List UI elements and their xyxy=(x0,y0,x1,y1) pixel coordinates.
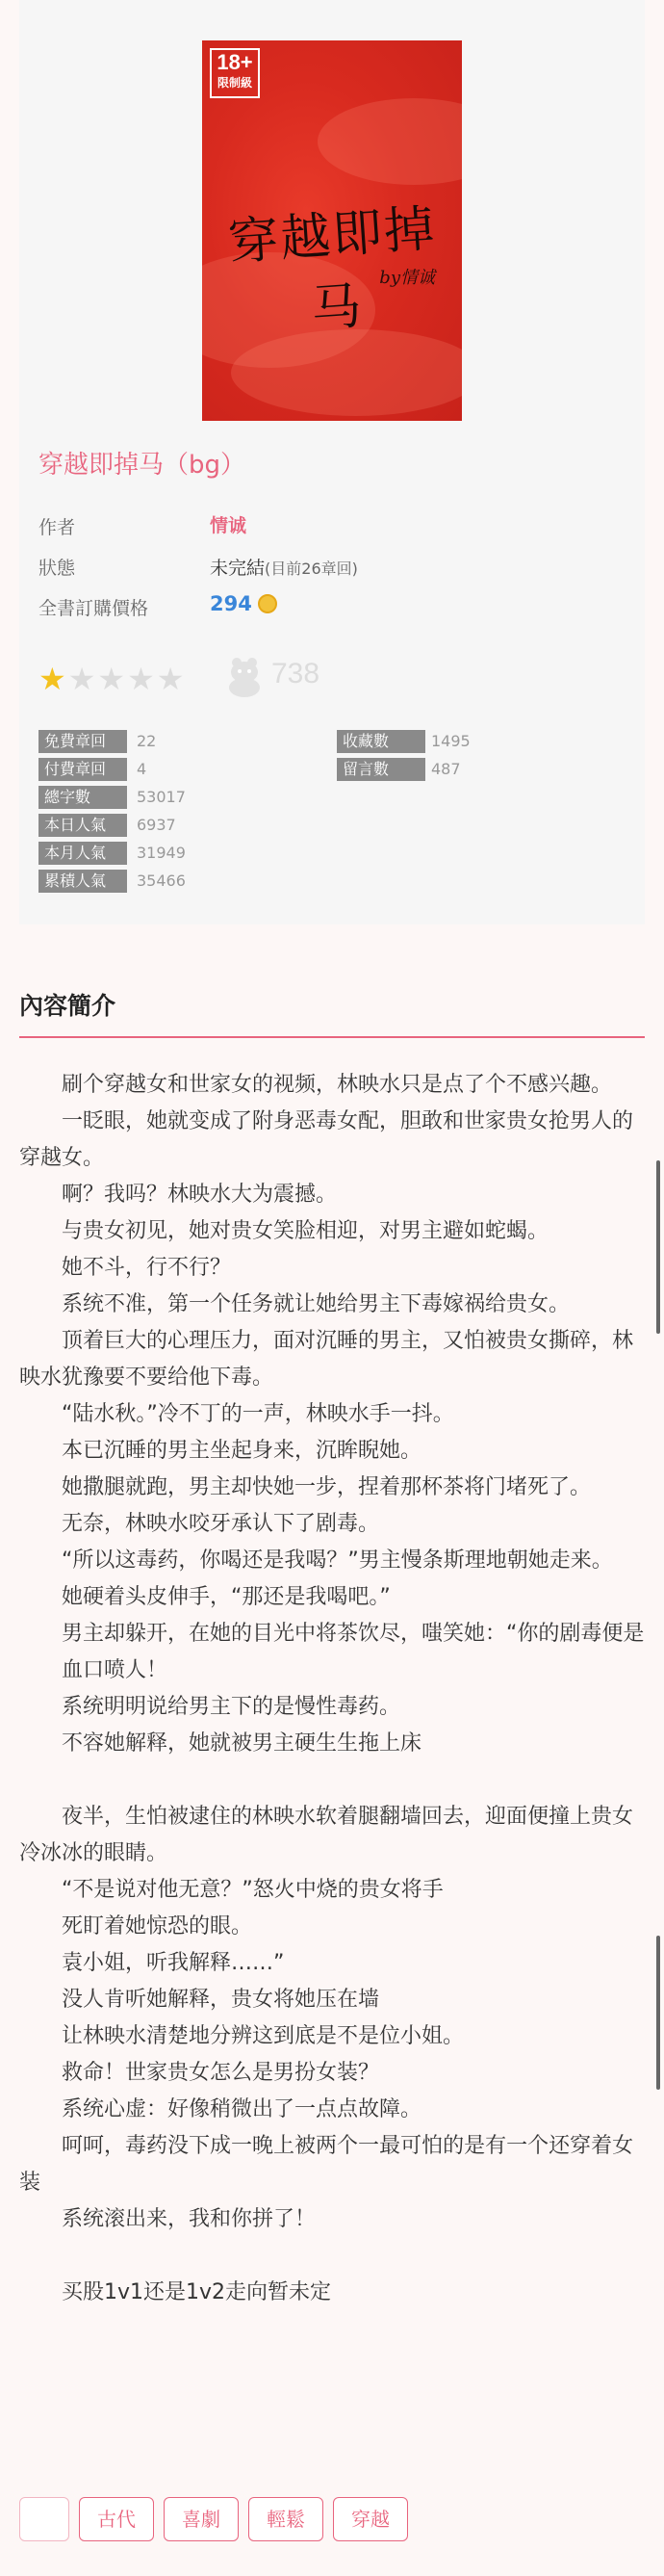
intro-paragraph: 买股1v1还是1v2走向暂未定 xyxy=(62,2280,332,2304)
stat-label-free-chapters: 免費章回 xyxy=(38,730,127,753)
intro-paragraph: 本已沉睡的男主坐起身来，沉眸睨她。 xyxy=(62,1439,422,1463)
stat-value-comments: 487 xyxy=(431,760,461,778)
stat-label-paid-chapters: 付費章回 xyxy=(38,758,127,781)
star-icon[interactable]: ★ xyxy=(67,661,98,697)
tag-item[interactable]: 穿越 xyxy=(333,2497,408,2541)
scrollbar-thumb[interactable] xyxy=(656,1160,660,1334)
badge-number: 18+ xyxy=(217,50,253,74)
author-link[interactable]: 情诚 xyxy=(210,515,247,536)
intro-paragraph: 系统心虚：好像稍微出了一点点故障。 xyxy=(62,2097,422,2121)
stat-label-favorites: 收藏數 xyxy=(337,730,425,753)
section-divider xyxy=(19,1036,645,1038)
rating-mascot-icon xyxy=(223,655,266,697)
intro-paragraph: 与贵女初见，她对贵女笑脸相迎，对男主避如蛇蝎。 xyxy=(62,1219,549,1243)
tag-item[interactable]: 古代 xyxy=(79,2497,154,2541)
intro-paragraph: 没人肯听她解释，贵女将她压在墙 xyxy=(62,1988,380,2012)
stat-value-free-chapters: 22 xyxy=(137,732,157,750)
cover-title: 穿越即掉马 xyxy=(226,199,439,339)
book-cover[interactable] xyxy=(202,40,462,421)
stat-value-word-count: 53017 xyxy=(137,788,186,806)
intro-paragraph: 让林映水清楚地分辨这到底是不是位小姐。 xyxy=(62,2024,465,2048)
intro-paragraph: 死盯着她惊恐的眼。 xyxy=(62,1914,253,1939)
intro-paragraph: 刷个穿越女和世家女的视频，林映水只是点了个不感兴趣。 xyxy=(62,1073,613,1097)
status-note: (目前26章回) xyxy=(265,559,358,578)
intro-paragraph: “陆水秋。”冷不丁的一声，林映水手一抖。 xyxy=(62,1402,454,1426)
info-label-status: 狀態 xyxy=(38,558,76,579)
stat-label-monthly-popularity: 本月人氣 xyxy=(38,842,127,865)
stat-value-total-popularity: 35466 xyxy=(137,872,186,890)
coin-icon xyxy=(258,594,277,613)
intro-section-title: 內容簡介 xyxy=(19,992,116,1020)
intro-paragraph: 夜半，生怕被逮住的林映水软着腿翻墙回去，迎面便撞上贵女冷冰冰的眼睛。 xyxy=(19,1805,634,1865)
stat-label-comments: 留言數 xyxy=(337,758,425,781)
book-title: 穿越即掉马（bg） xyxy=(38,451,246,480)
star-rating[interactable] xyxy=(38,661,186,697)
intro-paragraph: 血口喷人！ xyxy=(62,1658,168,1682)
info-label-price: 全書訂購價格 xyxy=(38,598,149,619)
tag-item[interactable]: 輕鬆 xyxy=(248,2497,323,2541)
star-icon[interactable]: ★ xyxy=(97,661,128,697)
stat-value-favorites: 1495 xyxy=(431,732,471,750)
intro-paragraph: “不是说对他无意？”怒火中烧的贵女将手 xyxy=(62,1878,444,1902)
intro-paragraph: 顶着巨大的心理压力，面对沉睡的男主，又怕被贵女撕碎，林映水犹豫要不要给他下毒。 xyxy=(19,1329,634,1390)
book-info-card xyxy=(19,0,645,924)
intro-paragraph: 她撒腿就跑，男主却快她一步，捏着那杯茶将门堵死了。 xyxy=(62,1475,592,1499)
intro-paragraph: “所以这毒药，你喝还是我喝？”男主慢条斯理地朝她走来。 xyxy=(62,1548,613,1573)
tag-partial[interactable] xyxy=(19,2497,69,2541)
stat-label-word-count: 總字數 xyxy=(38,786,127,809)
intro-paragraph: 男主却躲开，在她的目光中将茶饮尽，嗤笑她：“你的剧毒便是 xyxy=(62,1622,645,1646)
stat-value-paid-chapters: 4 xyxy=(137,760,147,778)
intro-paragraph: 呵呵，毒药没下成一晚上被两个一最可怕的是有一个还穿着女装 xyxy=(19,2134,634,2195)
intro-fragment: 晚上被两个 xyxy=(252,2134,359,2158)
price-value xyxy=(210,592,277,615)
intro-fragment: 呵呵，毒药没下成 xyxy=(62,2134,232,2158)
stat-label-daily-popularity: 本日人氣 xyxy=(38,814,127,837)
cover-author: by情诚 xyxy=(379,268,435,288)
badge-text: 限制級 xyxy=(217,76,252,90)
rating-count: 738 xyxy=(271,658,320,690)
intro-paragraph: 她不斗，行不行？ xyxy=(62,1256,232,1280)
intro-paragraph: 一眨眼，她就变成了附身恶毒女配，胆敢和世家贵女抢男人的穿越女。 xyxy=(19,1109,634,1170)
price-text: 294 xyxy=(210,592,252,615)
intro-paragraph: 啊？我吗？林映水大为震撼。 xyxy=(62,1183,338,1207)
cover-decoration xyxy=(318,98,462,185)
intro-paragraph: 不容她解释，她就被男主硬生生拖上床 xyxy=(62,1731,422,1756)
age-rating-badge xyxy=(210,48,260,98)
stat-value-daily-popularity: 6937 xyxy=(137,816,176,834)
star-icon[interactable]: ★ xyxy=(156,661,187,697)
intro-paragraph: 救命！世家贵女怎么是男扮女装？ xyxy=(62,2061,380,2085)
intro-paragraph: 袁小姐，听我解释……” xyxy=(62,1951,285,1975)
stat-label-total-popularity: 累積人氣 xyxy=(38,870,127,893)
status-value xyxy=(210,554,358,580)
intro-paragraph: 无奈，林映水咬牙承认下了剧毒。 xyxy=(62,1512,380,1536)
tag-item[interactable]: 喜劇 xyxy=(164,2497,239,2541)
star-icon[interactable]: ★ xyxy=(38,661,68,697)
intro-paragraph: 系统滚出来，我和你拼了！ xyxy=(62,2207,317,2231)
info-label-author: 作者 xyxy=(38,517,76,538)
intro-paragraph: 系统不准，第一个任务就让她给男主下毒嫁祸给贵女。 xyxy=(62,1292,571,1316)
intro-paragraph: 系统明明说给男主下的是慢性毒药。 xyxy=(62,1695,401,1719)
star-icon[interactable]: ★ xyxy=(127,661,157,697)
intro-text xyxy=(19,1067,645,2311)
status-text: 未完結 xyxy=(210,558,266,579)
intro-fragment: 最可怕的是有一个还穿着女装 xyxy=(19,2134,634,2195)
scrollbar-thumb[interactable] xyxy=(656,1936,660,2090)
stat-value-monthly-popularity: 31949 xyxy=(137,844,186,862)
intro-paragraph: 她硬着头皮伸手，“那还是我喝吧。” xyxy=(62,1585,391,1609)
